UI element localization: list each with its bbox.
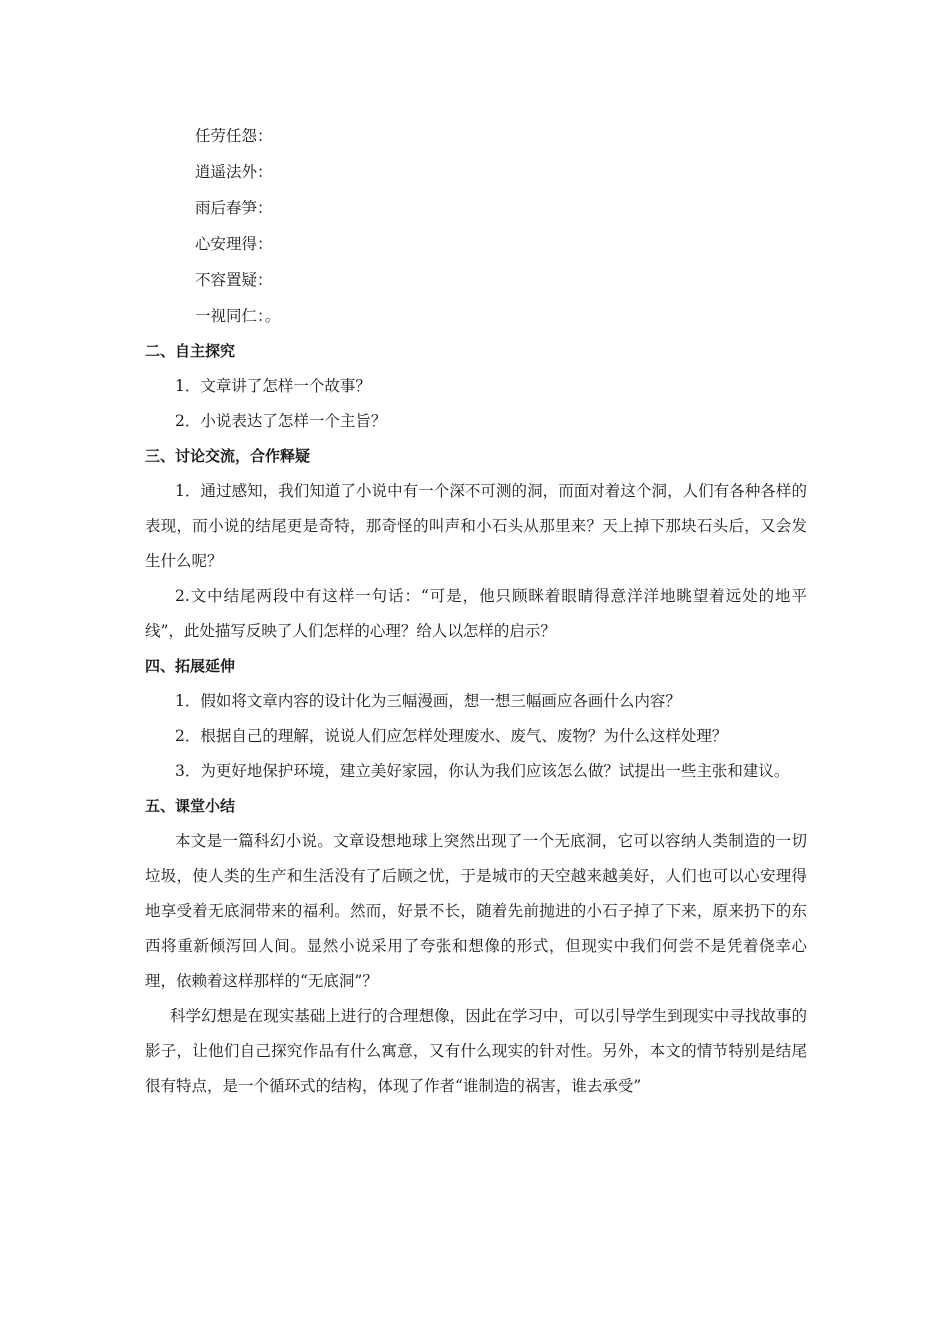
- vocab-item: 雨后春笋：: [195, 199, 273, 217]
- question-paragraph: 1．通过感知，我们知道了小说中有一个深不可测的洞，而面对着这个洞，人们有各种各样的表现，而小说的结尾更是奇特，那奇怪的叫声和小石头从那里来？天上掉下那块石头后，又会发生什么呢？: [145, 482, 807, 570]
- summary-paragraph: 本文是一篇科幻小说。文章设想地球上突然出现了一个无底洞，它可以容纳人类制造的一切垃圾，使人类的生产和生活没有了后顾之忧，于是城市的天空越来越美好，人们也可以心安理得地享受着无底洞带来的福利。然而，好景不长，随着先前抛进的小石子掉了下来，原来扔下的东西将重新倾泻回人间。显然小说采用了夸张和想像的形式，但现实中我们何尝不是凭着侥幸心理，依赖着这样那样的“无底洞”？: [145, 832, 807, 990]
- summary-paragraph: 科学幻想是在现实基础上进行的合理想像，因此在学习中，可以引导学生到现实中寻找故事的影子，让他们自己探究作品有什么寓意，又有什么现实的针对性。另外，本文的情节特别是结尾很有特点，是一个循环式的结构，体现了作者“谁制造的祸害，谁去承受”: [145, 1007, 807, 1095]
- vocab-item: 一视同仁：。: [195, 307, 281, 325]
- vocab-list: [145, 118, 807, 334]
- section-heading-summary: 五、课堂小结: [145, 797, 236, 815]
- vocab-item: 逍遥法外：: [195, 163, 273, 181]
- section-heading-extension: 四、拓展延伸: [145, 657, 236, 675]
- question-item: 2．小说表达了怎样一个主旨？: [175, 412, 387, 430]
- question-item: 1．假如将文章内容的设计化为三幅漫画，想一想三幅画应各画什么内容？: [175, 692, 681, 710]
- question-paragraph: 2.文中结尾两段中有这样一句话：“可是，他只顾眯着眼睛得意洋洋地眺望着远处的地平线”，此处描写反映了人们怎样的心理？给人以怎样的启示？: [145, 587, 807, 640]
- vocab-item: 心安理得：: [195, 235, 273, 253]
- question-item: 1．文章讲了怎样一个故事？: [175, 377, 371, 395]
- question-item: 2．根据自己的理解，说说人们应怎样处理废水、废气、废物？为什么这样处理？: [175, 727, 728, 745]
- vocab-item: 不容置疑：: [195, 271, 273, 289]
- vocab-item: 任劳任怨：: [195, 127, 273, 145]
- section-heading-discussion: 三、讨论交流，合作释疑: [145, 447, 311, 465]
- section-heading-self-study: 二、自主探究: [145, 342, 236, 360]
- question-paragraph: 3．为更好地保护环境，建立美好家园，你认为我们应该怎么做？试提出一些主张和建议。: [175, 762, 790, 780]
- page-content: [145, 118, 807, 1104]
